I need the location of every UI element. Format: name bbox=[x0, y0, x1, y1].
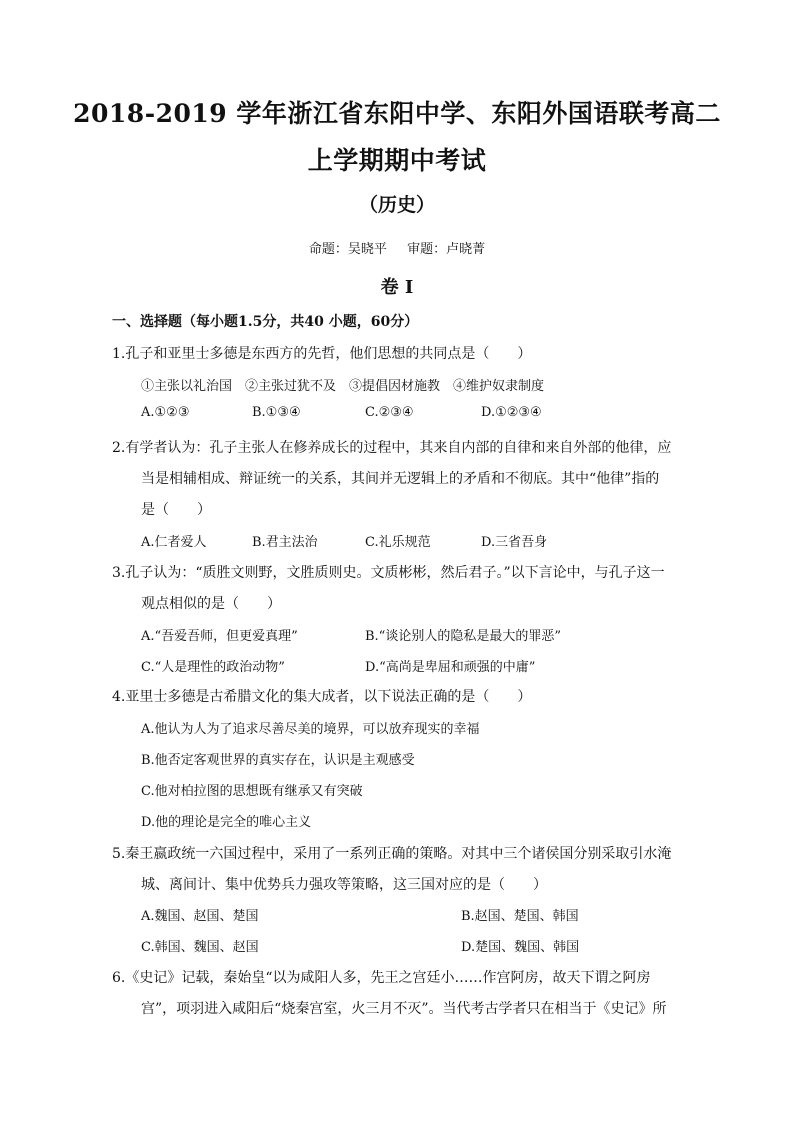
question-5-line-2: 城、离间计、集中优势兵力强攻等策略，这三国对应的是（ ） bbox=[141, 877, 547, 893]
question-3-option-c: C.“人是理性的政治动物” bbox=[141, 660, 285, 675]
question-3-line-1: 3.孔子认为：“质胜文则野，文胜质则史。文质彬彬，然后君子。”以下言论中，与孔子这一 bbox=[112, 565, 665, 581]
question-5-option-b: B.赵国、楚国、韩国 bbox=[461, 909, 579, 924]
question-4-option-c: C.他对柏拉图的思想既有继承又有突破 bbox=[141, 784, 363, 799]
subject-label: （历史） bbox=[358, 194, 435, 216]
question-4-line-1: 4.亚里士多德是古希腊文化的集大成者，以下说法正确的是（ ） bbox=[112, 689, 532, 705]
question-1-option-c: C.②③④ bbox=[365, 405, 414, 420]
question-2-option-b: B.君主法治 bbox=[252, 535, 318, 550]
exam-title-line2: 上学期期中考试 bbox=[307, 146, 487, 175]
question-5-line-1: 5.秦王嬴政统一六国过程中，采用了一系列正确的策略。对其中三个诸侯国分别采取引水淹 bbox=[112, 846, 672, 862]
setter-label: 命题：吴晓平 bbox=[308, 242, 387, 257]
question-2-line-2: 当是相辅相成、辩证统一的关系，其间并无逻辑上的矛盾和不彻底。其中“他律”指的 bbox=[141, 471, 660, 487]
question-2-option-a: A.仁者爱人 bbox=[141, 535, 207, 550]
exam-title-line1: 2018-2019 学年浙江省东阳中学、东阳外国语联考高二 bbox=[73, 99, 721, 128]
question-1-statements: ①主张以礼治国 ②主张过犹不及 ③提倡因材施教 ④维护奴隶制度 bbox=[141, 379, 545, 394]
question-2-option-c: C.礼乐规范 bbox=[365, 535, 431, 550]
question-2-line-1: 2.有学者认为：孔子主张人在修养成长的过程中，其来自内部的自律和来自外部的他律，应 bbox=[112, 440, 672, 456]
question-5-option-d: D.楚国、魏国、韩国 bbox=[461, 940, 580, 955]
question-4-option-b: B.他否定客观世界的真实存在，认识是主观感受 bbox=[141, 753, 415, 768]
question-1-line-1: 1.孔子和亚里士多德是东西方的先哲，他们思想的共同点是（ ） bbox=[112, 346, 532, 362]
question-3-option-b: B.“谈论别人的隐私是最大的罪恶” bbox=[365, 629, 561, 644]
question-4-option-a: A.他认为人为了追求尽善尽美的境界，可以放弃现实的幸福 bbox=[141, 722, 480, 737]
volume-heading: 卷 I bbox=[380, 277, 414, 298]
question-1-option-b: B.①③④ bbox=[252, 405, 301, 420]
question-2-option-d: D.三省吾身 bbox=[481, 535, 548, 550]
question-3-option-a: A.“吾爱吾师，但更爱真理” bbox=[141, 629, 298, 644]
question-6-line-1: 6.《史记》记载，秦始皇“以为咸阳人多，先王之宫廷小……作宫阿房，故天下谓之阿房 bbox=[112, 970, 651, 986]
section-heading: 一、选择题（每小题1.5分，共40 小题，60分） bbox=[112, 314, 419, 330]
question-3-line-2: 观点相似的是（ ） bbox=[141, 596, 281, 612]
question-4-option-d: D.他的理论是完全的唯心主义 bbox=[141, 815, 312, 830]
question-3-option-d: D.“高尚是卑屈和顽强的中庸” bbox=[365, 660, 536, 675]
question-1-option-a: A.①②③ bbox=[141, 405, 190, 420]
reviewer-label: 审题：卢晓菁 bbox=[407, 242, 486, 257]
question-5-option-c: C.韩国、魏国、赵国 bbox=[141, 940, 259, 955]
question-6-line-2: 宫”，项羽进入咸阳后“烧秦宫室，火三月不灭”。当代考古学者只在相当于《史记》所 bbox=[141, 1001, 667, 1017]
question-5-option-a: A.魏国、赵国、楚国 bbox=[141, 909, 259, 924]
authors-line bbox=[0, 238, 794, 257]
question-1-option-d: D.①②③④ bbox=[481, 405, 542, 420]
question-2-line-3: 是（ ） bbox=[141, 502, 211, 518]
